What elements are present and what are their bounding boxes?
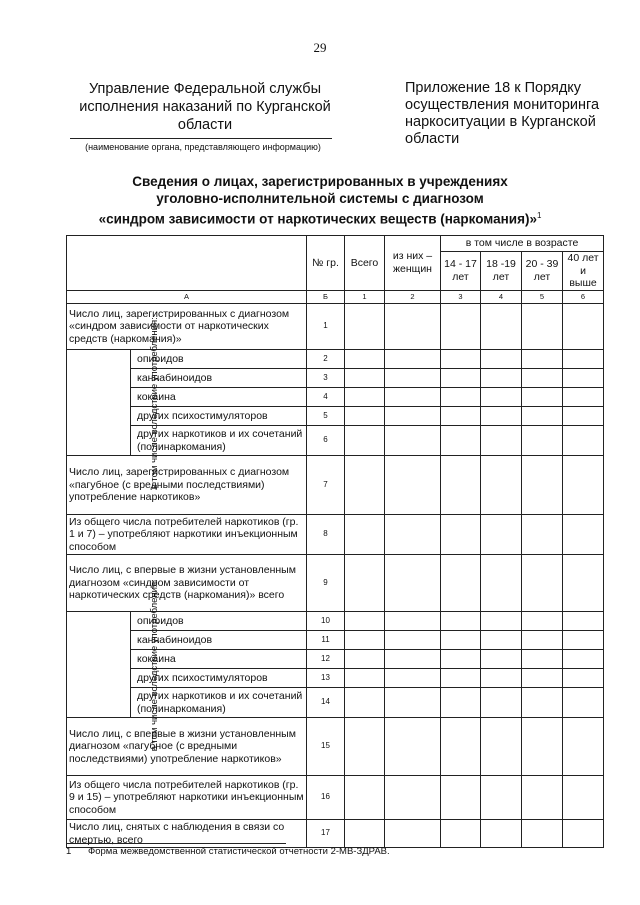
- value-cell: [345, 515, 385, 555]
- value-cell: [481, 612, 522, 631]
- table-row: [67, 718, 604, 776]
- value-cell: [522, 631, 563, 650]
- table-row: [67, 555, 604, 612]
- row-number: 2: [307, 350, 345, 369]
- col-header-total: Всего: [345, 236, 385, 291]
- value-cell: [481, 555, 522, 612]
- value-cell: [522, 407, 563, 426]
- value-cell: [441, 650, 481, 669]
- value-cell: [563, 612, 604, 631]
- value-cell: [345, 669, 385, 688]
- value-cell: [563, 388, 604, 407]
- col-letter-b: Б: [307, 290, 345, 304]
- value-cell: [481, 820, 522, 848]
- value-cell: [481, 776, 522, 820]
- value-cell: [345, 718, 385, 776]
- appendix-note: Приложение 18 к Порядку осуществления мониторинга наркоситуации в Курганской области: [405, 80, 600, 147]
- value-cell: [441, 388, 481, 407]
- value-cell: [345, 369, 385, 388]
- value-cell: [345, 776, 385, 820]
- value-cell: [385, 776, 441, 820]
- row-label: Из общего числа потребителей наркотиков (гр. 9 и 15) – употребляют наркотики инъекционным способом: [67, 776, 307, 820]
- value-cell: [345, 407, 385, 426]
- value-cell: [522, 650, 563, 669]
- footnote-text: Форма межведомственной статистической отчетности 2-МВ-ЗДРАВ.: [88, 846, 390, 857]
- table-row: [67, 407, 604, 426]
- table-row: [67, 612, 604, 631]
- value-cell: [441, 456, 481, 515]
- table-row: [67, 388, 604, 407]
- value-cell: [522, 426, 563, 456]
- value-cell: [522, 388, 563, 407]
- value-cell: [563, 456, 604, 515]
- footnote-mark: 1: [66, 846, 72, 857]
- title-line-3: [60, 207, 580, 228]
- value-cell: [345, 650, 385, 669]
- value-cell: [563, 650, 604, 669]
- row-label: других наркотиков и их сочетаний (полинаркомания): [131, 426, 307, 456]
- row-label: каннабиноидов: [131, 369, 307, 388]
- value-cell: [563, 688, 604, 718]
- row-label: Число лиц, с впервые в жизни установленным диагнозом «пагубное (с вредными последствиями) употребление наркотиков»: [67, 718, 307, 776]
- value-cell: [441, 407, 481, 426]
- col-header-age-group: в том числе в возрасте: [441, 236, 604, 252]
- row-label: других психостимуляторов: [131, 407, 307, 426]
- header-blank-cell: [67, 236, 307, 291]
- value-cell: [481, 650, 522, 669]
- footnote-separator: [66, 843, 286, 844]
- value-cell: [385, 718, 441, 776]
- value-cell: [345, 426, 385, 456]
- value-cell: [345, 688, 385, 718]
- value-cell: [481, 369, 522, 388]
- value-cell: [522, 456, 563, 515]
- row-number: 14: [307, 688, 345, 718]
- row-label: Число лиц, с впервые в жизни установленным диагнозом «синдром зависимости от наркотических средств (наркомания)» всего: [67, 555, 307, 612]
- table-row: [67, 350, 604, 369]
- title-line-1: Сведения о лицах, зарегистрированных в учреждениях: [132, 174, 508, 189]
- col-letter-2: 2: [385, 290, 441, 304]
- col-header-age-14-17: 14 - 17 лет: [441, 252, 481, 291]
- value-cell: [522, 515, 563, 555]
- value-cell: [385, 456, 441, 515]
- row-label: Из общего числа потребителей наркотиков (гр. 1 и 7) – употребляют наркотики инъекционным способом: [67, 515, 307, 555]
- value-cell: [522, 718, 563, 776]
- value-cell: [563, 515, 604, 555]
- row-label: других психостимуляторов: [131, 669, 307, 688]
- value-cell: [385, 369, 441, 388]
- value-cell: [522, 612, 563, 631]
- value-cell: [385, 388, 441, 407]
- value-cell: [481, 426, 522, 456]
- value-cell: [385, 555, 441, 612]
- col-letter-a: А: [67, 290, 307, 304]
- value-cell: [481, 407, 522, 426]
- table-row: [67, 456, 604, 515]
- title-line-2: уголовно-исполнительной системы с диагнозом: [156, 191, 484, 206]
- organization-name: Управление Федеральной службы исполнения наказаний по Курганской области: [79, 81, 331, 133]
- document-title: [60, 173, 580, 228]
- row-number: 7: [307, 456, 345, 515]
- value-cell: [345, 304, 385, 350]
- value-cell: [385, 407, 441, 426]
- value-cell: [345, 555, 385, 612]
- value-cell: [563, 718, 604, 776]
- value-cell: [385, 426, 441, 456]
- col-letter-3: 3: [441, 290, 481, 304]
- row-label: кокаина: [131, 388, 307, 407]
- col-header-women: из них – женщин: [385, 236, 441, 291]
- row-label: опиоидов: [131, 612, 307, 631]
- value-cell: [522, 350, 563, 369]
- value-cell: [481, 718, 522, 776]
- value-cell: [385, 515, 441, 555]
- value-cell: [481, 688, 522, 718]
- value-cell: [441, 369, 481, 388]
- row-label: Число лиц, зарегистрированных с диагнозом «синдром зависимости от наркотических средств (наркомания)»: [67, 304, 307, 350]
- value-cell: [563, 369, 604, 388]
- table-row: [67, 426, 604, 456]
- value-cell: [481, 515, 522, 555]
- col-header-no: № гр.: [307, 236, 345, 291]
- row-label: других наркотиков и их сочетаний (полинаркомания): [131, 688, 307, 718]
- table-row: [67, 669, 604, 688]
- value-cell: [385, 669, 441, 688]
- value-cell: [441, 350, 481, 369]
- table-row: [67, 369, 604, 388]
- value-cell: [481, 388, 522, 407]
- value-cell: [563, 669, 604, 688]
- row-label: Число лиц, зарегистрированных с диагнозом «пагубное (с вредными последствиями) употребление наркотиков»: [67, 456, 307, 515]
- value-cell: [385, 650, 441, 669]
- value-cell: [385, 350, 441, 369]
- value-cell: [345, 350, 385, 369]
- value-cell: [522, 369, 563, 388]
- row-label: кокаина: [131, 650, 307, 669]
- row-number: 5: [307, 407, 345, 426]
- value-cell: [345, 820, 385, 848]
- row-number: 9: [307, 555, 345, 612]
- row-number: 17: [307, 820, 345, 848]
- value-cell: [522, 304, 563, 350]
- value-cell: [563, 407, 604, 426]
- organization-caption: (наименование органа, представляющего информацию): [85, 142, 321, 152]
- row-number: 15: [307, 718, 345, 776]
- value-cell: [563, 820, 604, 848]
- col-letter-1: 1: [345, 290, 385, 304]
- value-cell: [441, 669, 481, 688]
- value-cell: [441, 426, 481, 456]
- value-cell: [563, 304, 604, 350]
- page-number: 29: [313, 40, 327, 55]
- value-cell: [441, 515, 481, 555]
- value-cell: [441, 555, 481, 612]
- value-cell: [563, 631, 604, 650]
- value-cell: [522, 555, 563, 612]
- value-cell: [481, 631, 522, 650]
- title-line-3-text: «синдром зависимости от наркотических веществ (наркомания)»: [98, 211, 537, 227]
- value-cell: [481, 669, 522, 688]
- row-number: 8: [307, 515, 345, 555]
- value-cell: [385, 631, 441, 650]
- value-cell: [563, 350, 604, 369]
- report-table: [66, 235, 604, 848]
- row-number: 13: [307, 669, 345, 688]
- value-cell: [441, 612, 481, 631]
- organization-underline: [70, 138, 332, 139]
- value-cell: [441, 304, 481, 350]
- table-row: [67, 650, 604, 669]
- col-header-age-40-plus: 40 лет и выше: [563, 252, 604, 291]
- col-letter-5: 5: [522, 290, 563, 304]
- value-cell: [563, 776, 604, 820]
- row-number: 10: [307, 612, 345, 631]
- table-row: [67, 515, 604, 555]
- value-cell: [441, 631, 481, 650]
- value-cell: [345, 612, 385, 631]
- table-row: [67, 776, 604, 820]
- col-header-age-20-39: 20 - 39 лет: [522, 252, 563, 291]
- row-number: 16: [307, 776, 345, 820]
- side-label: в том числе вследствие употребления:: [148, 579, 160, 752]
- value-cell: [481, 456, 522, 515]
- value-cell: [441, 776, 481, 820]
- row-number: 6: [307, 426, 345, 456]
- value-cell: [522, 776, 563, 820]
- value-cell: [563, 426, 604, 456]
- row-number: 4: [307, 388, 345, 407]
- row-number: 11: [307, 631, 345, 650]
- value-cell: [522, 820, 563, 848]
- row-label: Число лиц, снятых с наблюдения в связи со смертью, всего: [67, 820, 307, 848]
- value-cell: [441, 718, 481, 776]
- row-label: каннабиноидов: [131, 631, 307, 650]
- value-cell: [385, 688, 441, 718]
- value-cell: [441, 688, 481, 718]
- title-footnote-mark: 1: [536, 211, 542, 220]
- value-cell: [345, 631, 385, 650]
- row-number: 1: [307, 304, 345, 350]
- side-label: в том числе вследствие употребления:: [148, 317, 160, 490]
- value-cell: [385, 612, 441, 631]
- value-cell: [522, 669, 563, 688]
- row-number: 3: [307, 369, 345, 388]
- value-cell: [441, 820, 481, 848]
- table-row: [67, 631, 604, 650]
- value-cell: [385, 304, 441, 350]
- row-number: 12: [307, 650, 345, 669]
- col-letter-4: 4: [481, 290, 522, 304]
- col-letter-6: 6: [563, 290, 604, 304]
- col-header-age-18-19: 18 -19 лет: [481, 252, 522, 291]
- value-cell: [481, 304, 522, 350]
- value-cell: [385, 820, 441, 848]
- row-label: опиоидов: [131, 350, 307, 369]
- value-cell: [522, 688, 563, 718]
- value-cell: [345, 388, 385, 407]
- value-cell: [563, 555, 604, 612]
- value-cell: [481, 350, 522, 369]
- table-row: [67, 688, 604, 718]
- table-row: [67, 304, 604, 350]
- footnote: [66, 846, 390, 857]
- value-cell: [345, 456, 385, 515]
